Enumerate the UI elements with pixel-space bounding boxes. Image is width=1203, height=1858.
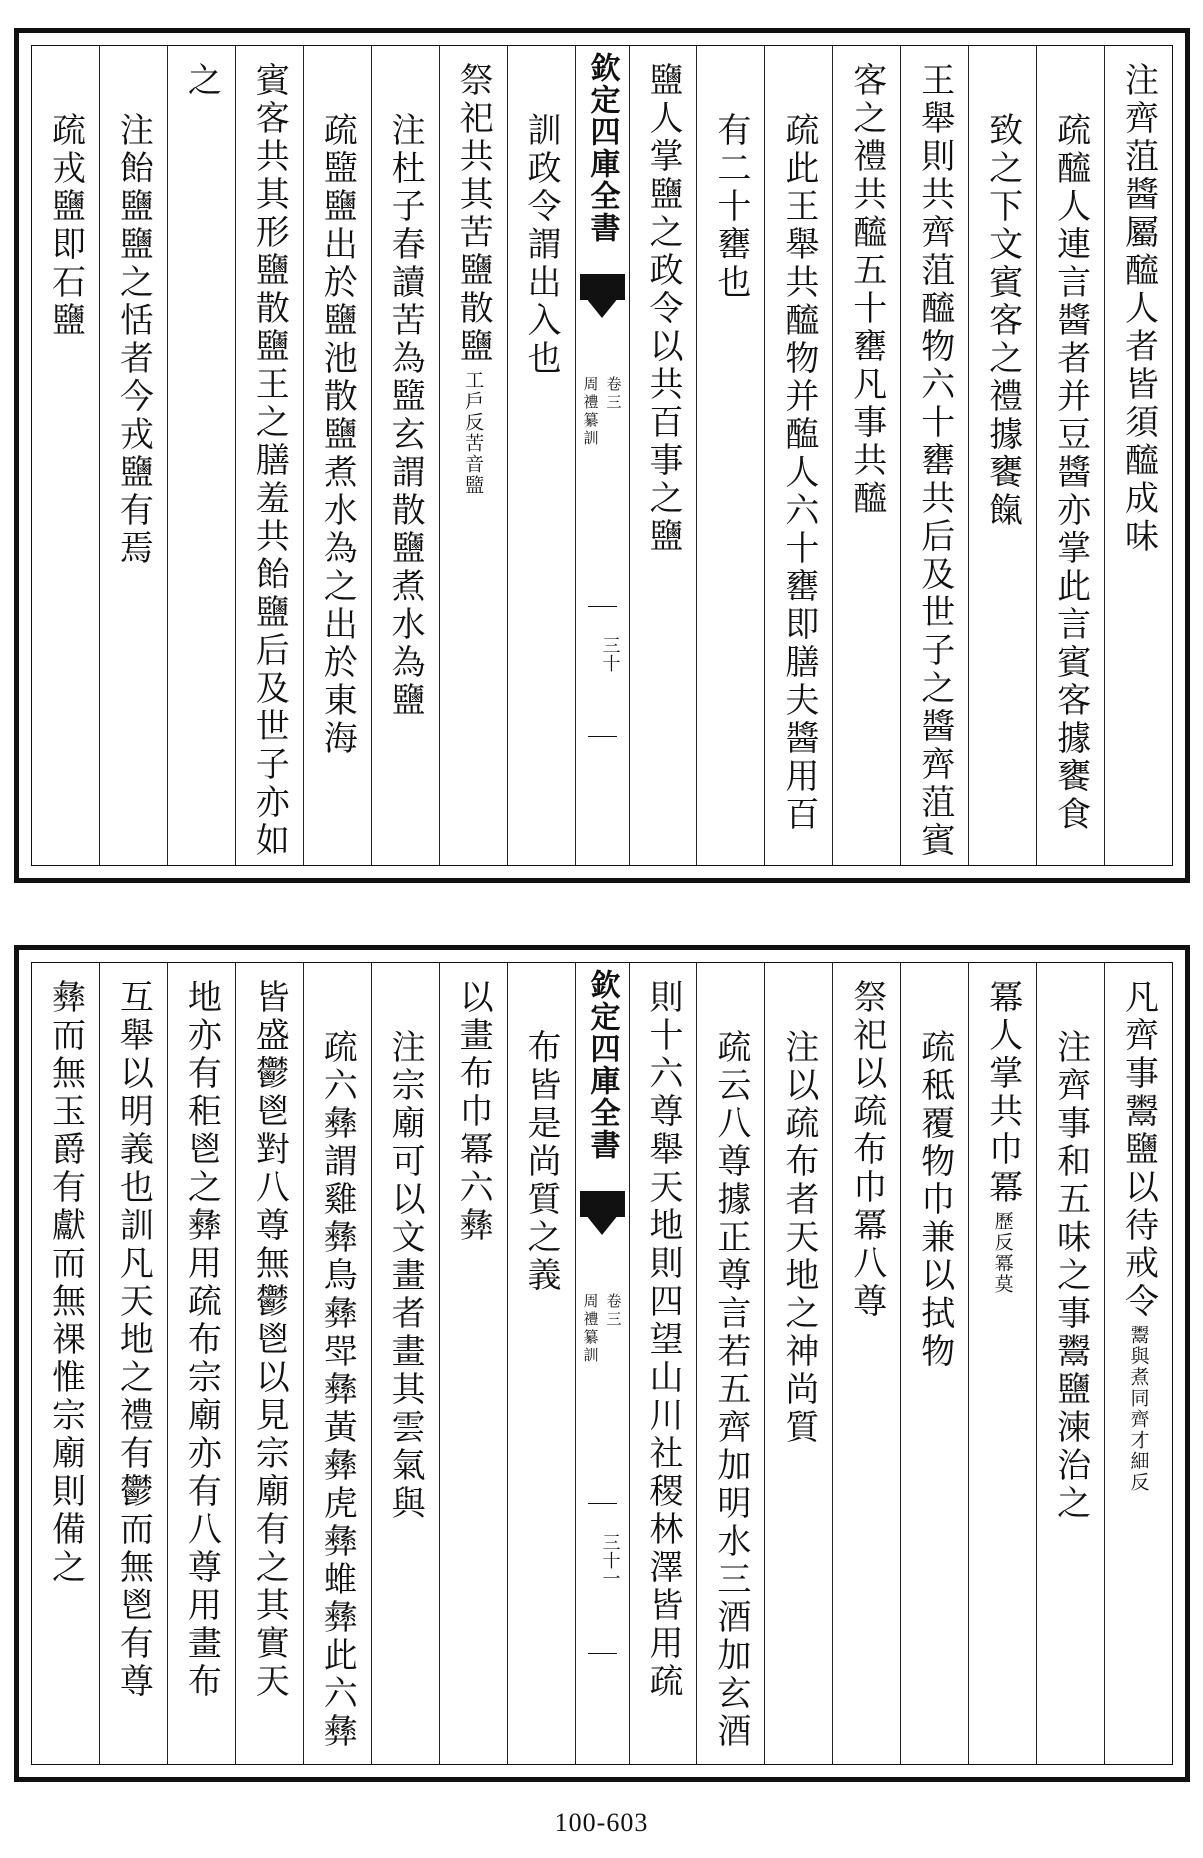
bottom-page-frame [31, 962, 1173, 1765]
text-column [371, 46, 439, 865]
text-column [235, 46, 303, 865]
note-line: 歷反 [991, 1211, 1014, 1253]
column-text: 王舉則共齊菹醯物六十罋共后及世子之醬齊菹賓 [914, 62, 955, 860]
column-text: 注以疏布者天地之神尚質 [778, 1029, 819, 1447]
text-column [99, 963, 167, 1764]
column-text: 疏六彝謂雞彝鳥彝斝彝黃彝虎彝蜼彝此六彝 [317, 1029, 358, 1751]
text-column [439, 46, 507, 865]
column-text: 以畫布巾冪六彝 [453, 979, 494, 1245]
center-gutter [575, 963, 629, 1764]
text-column [832, 46, 900, 865]
gutter-rule [588, 606, 617, 607]
fish-tail-mark [580, 274, 625, 300]
column-text: 疏盬鹽出於鹽池散鹽煮水為之出於東海 [317, 112, 358, 758]
text-column [1104, 963, 1172, 1764]
note-line: 鬻與煮同 [1127, 1325, 1150, 1409]
column-text: 注齊事和五味之事鬻鹽湅治之 [1050, 1029, 1091, 1523]
text-column [764, 46, 832, 865]
column-text: 客之禮共醯五十罋凡事共醯 [846, 62, 887, 518]
column-text: 致之下文賓客之禮據饔餼 [982, 112, 1023, 530]
collection-title: 欽定四庫全書 [584, 52, 620, 244]
text-column [303, 46, 371, 865]
note-line: 齊才細反 [1127, 1409, 1150, 1493]
interlinear-note [992, 1211, 1014, 1295]
text-column [167, 963, 235, 1764]
text-column [32, 963, 99, 1764]
column-text: 訓政令謂出入也 [521, 112, 562, 378]
gutter-rule [588, 1653, 617, 1654]
text-column [507, 46, 575, 865]
center-gutter [575, 46, 629, 865]
column-text: 疏醯人連言醬者并豆醬亦掌此言賓客據饔食 [1050, 112, 1091, 834]
text-column [832, 963, 900, 1764]
text-column [764, 963, 832, 1764]
text-column [303, 963, 371, 1764]
note-line: 冪莫 [991, 1253, 1014, 1295]
column-text: 疏此王舉共醯物并醢人六十罋即膳夫醬用百 [778, 112, 819, 834]
column-text: 互舉以明義也訓凡天地之禮有鬱而無鬯有尊 [113, 979, 154, 1701]
text-column [696, 963, 764, 1764]
text-column [900, 46, 968, 865]
leaf-number: 三十一 [599, 1533, 621, 1587]
text-column [167, 46, 235, 865]
text-column [99, 46, 167, 865]
note-line: 苦音盬 [462, 433, 485, 496]
column-text: 賓客共其形鹽散鹽王之膳羞共飴鹽后及世子亦如 [249, 62, 290, 860]
column-text: 疏秪覆物巾兼以拭物 [914, 1029, 955, 1371]
column-text: 冪人掌共巾冪 [982, 979, 1023, 1207]
column-text: 注齊菹醬屬醯人者皆須醯成味 [1118, 62, 1159, 556]
column-text: 疏云八尊據正尊言若五齊加明水三酒加玄酒 [710, 1029, 751, 1751]
column-text: 疏戎鹽即石鹽 [45, 112, 86, 340]
column-text: 注飴鹽鹽之恬者今戎鹽有焉 [113, 112, 154, 568]
collection-title: 欽定四庫全書 [584, 969, 620, 1161]
text-column [629, 963, 697, 1764]
text-column [1036, 46, 1104, 865]
text-column [1104, 46, 1172, 865]
text-column [696, 46, 764, 865]
gutter-rule [588, 1503, 617, 1504]
column-text: 之 [181, 62, 222, 100]
column-text: 則十六尊舉天地則四望山川社稷林澤皆用疏 [642, 979, 683, 1701]
top-page [14, 28, 1190, 883]
column-text: 鹽人掌鹽之政令以共百事之鹽 [642, 62, 683, 556]
column-text: 彝而無玉爵有獻而無祼惟宗廟則備之 [45, 979, 86, 1587]
text-column [968, 963, 1036, 1764]
note-line: 工戶反 [462, 370, 485, 433]
column-text: 地亦有秬鬯之彝用疏布宗廟亦有八尊用畫布 [181, 979, 222, 1701]
interlinear-note [1128, 1325, 1150, 1493]
column-text: 注宗廟可以文畫者畫其雲氣與 [385, 1029, 426, 1523]
text-column [629, 46, 697, 865]
gutter-rule [588, 736, 617, 737]
text-column [439, 963, 507, 1764]
book-title: 周禮纂訓 [581, 376, 600, 448]
juan-number: 卷三 [604, 1293, 623, 1329]
column-text: 祭祀共其苦鹽散鹽 [453, 62, 494, 366]
column-text: 布皆是尚質之義 [521, 1029, 562, 1295]
text-column [900, 963, 968, 1764]
column-text: 注杜子春讀苦為盬玄謂散鹽煮水為鹽 [385, 112, 426, 720]
column-text: 有二十罋也 [710, 112, 751, 302]
bottom-page [14, 945, 1190, 1782]
text-column [507, 963, 575, 1764]
fish-tail-mark [580, 1191, 625, 1217]
column-text: 祭祀以疏布巾冪八尊 [846, 979, 887, 1321]
text-column [1036, 963, 1104, 1764]
top-page-frame [31, 45, 1173, 866]
column-text: 凡齊事鬻鹽以待戒令 [1118, 979, 1159, 1321]
juan-number: 卷三 [604, 376, 623, 412]
text-column [968, 46, 1036, 865]
column-text: 皆盛鬱鬯對八尊無鬱鬯以見宗廟有之其實天 [249, 979, 290, 1701]
leaf-number: 三十 [599, 636, 621, 672]
text-column [32, 46, 99, 865]
page-number-footer: 100-603 [554, 1808, 649, 1837]
book-title: 周禮纂訓 [581, 1293, 600, 1365]
interlinear-note [462, 370, 484, 496]
text-column [371, 963, 439, 1764]
text-column [235, 963, 303, 1764]
